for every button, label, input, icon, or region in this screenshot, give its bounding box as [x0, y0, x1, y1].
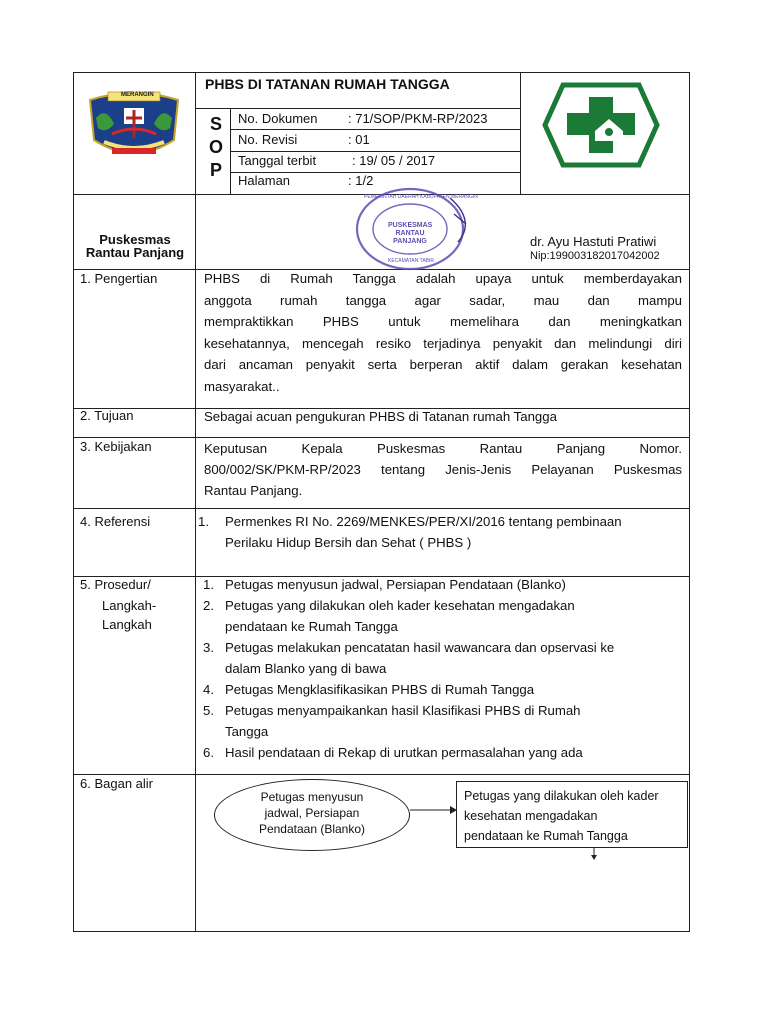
- org-name: [75, 233, 195, 259]
- meta-label-dokumen: No. Dokumen: [238, 111, 318, 126]
- meta-label-halaman: Halaman: [238, 173, 291, 188]
- section-label-tujuan: 2. Tujuan: [80, 408, 134, 423]
- pengertian-line: anggota rumah tangga agar sadar, mau dan mampu: [204, 293, 682, 308]
- kebijakan-line: 800/002/SK/PKM-RP/2023 tentang Jenis-Jenis Pelayanan Puskesmas: [204, 462, 682, 477]
- document-title: PHBS DI TATANAN RUMAH TANGGA: [205, 76, 450, 92]
- stamp-bottom-text: KECAMATAN TABIR: [387, 258, 435, 264]
- column-divider: [195, 72, 196, 932]
- logo-merangin: [84, 88, 184, 164]
- flow-box-text: [464, 786, 659, 846]
- stamp-center-text: PUSKESMAS RANTAU PANJANG: [388, 222, 433, 245]
- step-text: dalam Blanko yang di bawa: [225, 661, 387, 676]
- meta-value-halaman: : 1/2: [348, 173, 374, 188]
- section-label-prosedur-line2: Langkah-: [102, 598, 157, 613]
- flow-ellipse-line: Petugas menyusun: [260, 790, 364, 804]
- step-text: Petugas menyusun jadwal, Persiapan Pendataan (Blanko): [225, 577, 566, 592]
- health-cross-logo: [543, 83, 659, 167]
- step-number: 4.: [203, 682, 214, 697]
- flow-ellipse-start: [214, 779, 410, 851]
- meta-row-line: [230, 129, 520, 130]
- referensi-line: Perilaku Hidup Bersih dan Sehat ( PHBS ): [225, 535, 472, 550]
- step-number: 6.: [203, 745, 214, 760]
- section-label-prosedur-line3: Langkah: [102, 617, 152, 632]
- sop-letter-o: O: [208, 137, 223, 157]
- meta-label-tanggal: Tanggal terbit: [238, 153, 317, 168]
- official-stamp: [354, 186, 478, 272]
- step-text: Petugas menyampaikankan hasil Klasifikasi PHBS di Rumah: [225, 703, 581, 718]
- step-text: Petugas Mengklasifikasikan PHBS di Rumah Tangga: [225, 682, 535, 697]
- row-line: [73, 508, 690, 509]
- meta-value-dokumen: : 71/SOP/PKM-RP/2023: [348, 111, 488, 126]
- flow-box-line: kesehatan mengadakan: [464, 809, 598, 823]
- signer-name: dr. Ayu Hastuti Pratiwi: [530, 234, 657, 249]
- flow-ellipse-line: Pendataan (Blanko): [258, 822, 366, 836]
- stamp-top-text: PEMERINTAH DAERAH KABUPATEN MERANGIN: [364, 194, 478, 200]
- meta-label-revisi: No. Revisi: [238, 132, 298, 147]
- step-number: 2.: [203, 598, 214, 613]
- step-number: 1.: [203, 577, 214, 592]
- signer-nip: Nip:199003182017042002: [530, 250, 660, 262]
- table-border-left: [73, 72, 74, 932]
- section-label-prosedur: 5. Prosedur/: [80, 577, 151, 592]
- referensi-line: Permenkes RI No. 2269/MENKES/PER/XI/2016 tentang pembinaan: [225, 514, 622, 529]
- step-text: Tangga: [225, 724, 269, 739]
- step-text: Petugas yang dilakukan oleh kader kesehatan mengadakan: [225, 598, 575, 613]
- step-text: Hasil pendataan di Rekap di urutkan permasalahan yang ada: [225, 745, 583, 760]
- flow-ellipse-text: [215, 789, 409, 837]
- logo-merangin-label: MERANGIN: [121, 92, 154, 98]
- kebijakan-line: Keputusan Kepala Puskesmas Rantau Panjang Nomor.: [204, 441, 682, 456]
- sop-letter-s: S: [209, 114, 222, 134]
- flow-ellipse-line: jadwal, Persiapan: [264, 806, 360, 820]
- merangin-emblem-icon: [84, 88, 184, 164]
- meta-value-revisi: : 01: [348, 132, 370, 147]
- step-text: pendataan ke Rumah Tangga: [225, 619, 398, 634]
- meta-value-tanggal: : 19/ 05 / 2017: [352, 153, 436, 168]
- table-border-right: [689, 72, 690, 932]
- step-number: 5.: [203, 703, 214, 718]
- pengertian-line: kesehatannya, mencegah resiko terjadinya penyakit dan melindungi diri: [204, 336, 682, 351]
- table-border-bottom: [73, 931, 690, 932]
- table-border-top: [73, 72, 690, 73]
- green-cross-icon: [543, 83, 659, 167]
- step-text: Petugas melakukan pencatatan hasil wawancara dan opservasi ke: [225, 640, 615, 655]
- row-line: [73, 774, 690, 775]
- section-label-referensi: 4. Referensi: [80, 514, 151, 529]
- flow-arrow-down-icon: [588, 846, 600, 862]
- pengertian-line: masyarakat..: [204, 379, 280, 394]
- section-label-kebijakan: 3. Kebijakan: [80, 439, 152, 454]
- referensi-number: 1.: [198, 514, 209, 529]
- org-name-line2: Rantau Panjang: [85, 245, 185, 260]
- flow-box-line: pendataan ke Rumah Tangga: [464, 829, 628, 843]
- flow-arrow-right-icon: [408, 804, 458, 816]
- pengertian-line: dari ancaman penyakit serta berperan aktif dalam gerakan kesehatan: [204, 357, 682, 372]
- section-label-bagan-alir: 6. Bagan alir: [80, 776, 153, 791]
- step-number: 3.: [203, 640, 214, 655]
- title-underline: [195, 108, 520, 109]
- pengertian-line: PHBS di Rumah Tangga adalah upaya untuk memberdayakan: [204, 271, 682, 286]
- logo-right-divider: [520, 72, 521, 194]
- sop-letter-p: P: [209, 160, 222, 180]
- kebijakan-line: Rantau Panjang.: [204, 483, 303, 498]
- flow-box-step2: [456, 781, 688, 848]
- tujuan-text: Sebagai acuan pengukuran PHBS di Tatanan rumah Tangga: [204, 409, 557, 424]
- flow-box-line: Petugas yang dilakukan oleh kader: [464, 789, 659, 803]
- meta-row-line: [230, 151, 520, 152]
- section-label-pengertian: 1. Pengertian: [80, 271, 158, 286]
- pengertian-line: mempraktikkan PHBS untuk memelihara dan meningkatkan: [204, 314, 682, 329]
- org-name-line1: Puskesmas: [99, 232, 171, 247]
